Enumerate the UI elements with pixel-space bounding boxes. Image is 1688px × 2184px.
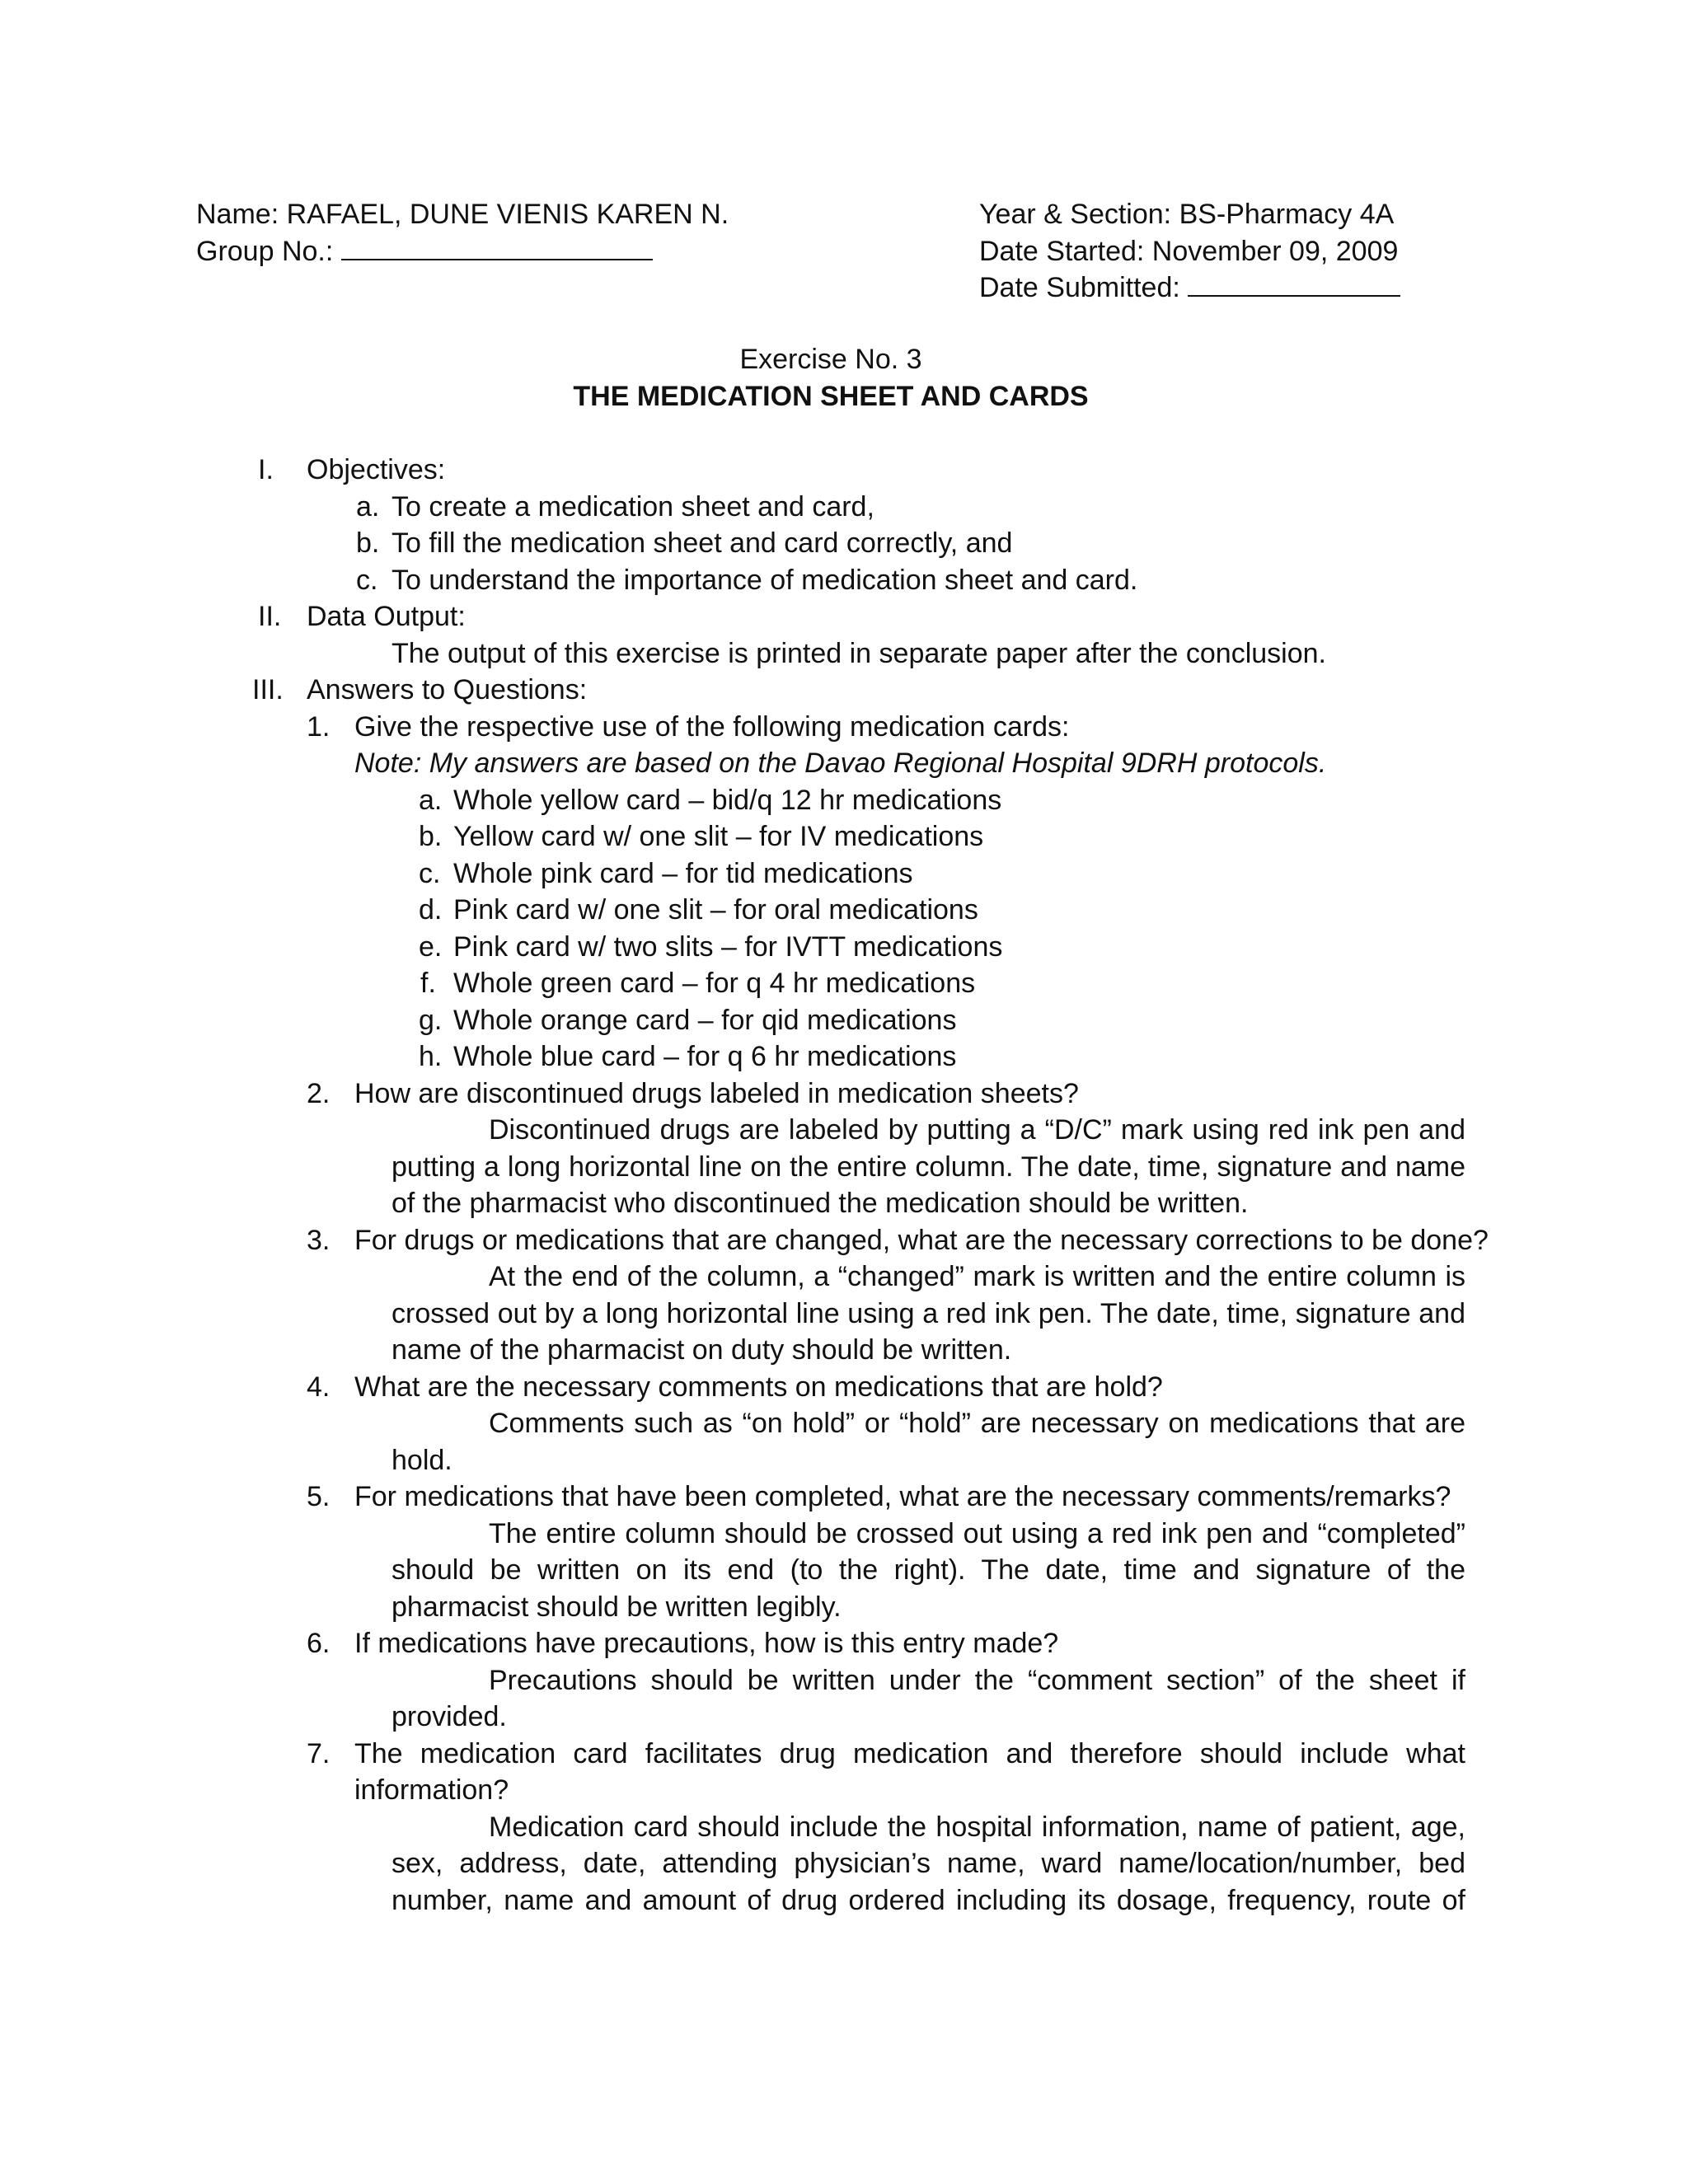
item-letter: h. [419,1041,443,1072]
year-section: Year & Section: BS-Pharmacy 4A [979,199,1395,230]
section-numeral: II. [258,601,282,632]
answer-line [0,1258,1688,1296]
answer-text: provided. [392,1701,507,1732]
item-letter: a. [356,490,380,523]
item-text: Whole blue card – for q 6 hr medications [453,1041,957,1072]
list-item [0,818,1688,855]
answer-line [0,1699,1688,1736]
list-item [0,489,1688,526]
question-text: For drugs or medications that are changed, what are the necessary corrections to be done? [354,1224,1489,1256]
answer-line [0,1332,1688,1369]
question-number: 1. [307,710,331,743]
list-item [0,525,1688,562]
list-item [0,892,1688,929]
answer-line [0,1185,1688,1222]
answer-text: putting a long horizontal line on the entire column. The date, time, signature and name [392,1151,1465,1183]
section-heading [0,598,1688,635]
answer-text: should be written on its end (to the right). The date, time and signature of the [392,1554,1465,1586]
header-left [196,196,938,269]
answer-text: Medication card should include the hospital information, name of patient, age, [489,1811,1465,1843]
item-letter: e. [419,930,443,963]
note-text: Note: My answers are based on the Davao Regional Hospital 9DRH protocols. [354,748,1327,779]
question-number: 7. [307,1737,331,1769]
item-letter: b. [419,821,443,852]
question-text: Give the respective use of the following medication cards: [354,710,1070,743]
list-item [0,1038,1688,1076]
answer-text: The entire column should be crossed out using a red ink pen and “completed” [489,1517,1465,1549]
item-text: To understand the importance of medication sheet and card. [392,564,1138,596]
question-continuation [0,1772,1688,1809]
item-text: Yellow card w/ one slit – for IV medications [453,821,984,852]
answer-line [0,1845,1688,1882]
section-heading [0,452,1688,489]
item-letter: a. [419,784,443,816]
question [0,1076,1688,1113]
question [0,709,1688,746]
title-block [0,341,1662,415]
section-numeral: I. [258,454,274,485]
item-text: To fill the medication sheet and card correctly, and [392,527,1013,559]
question-number: 3. [307,1224,331,1256]
question-text: The medication card facilitates drug medication and therefore should include what [354,1737,1465,1769]
document-body [0,452,1688,1919]
answer-line [0,1589,1688,1626]
answer-text: sex, address, date, attending physician’s name, ward name/location/number, bed [392,1848,1465,1879]
answer-text: Comments such as “on hold” or “hold” are necessary on medications that are [489,1408,1465,1439]
student-name: Name: RAFAEL, DUNE VIENIS KAREN N. [196,199,729,230]
section-label: Answers to Questions: [307,674,588,705]
date-submitted-label: Date Submitted: [979,272,1180,303]
item-text: To create a medication sheet and card, [392,490,874,523]
question-text: For medications that have been completed, what are the necessary comments/remarks? [354,1481,1451,1512]
answer-line [0,1552,1688,1589]
answer-line [0,1405,1688,1442]
answer-line [0,1442,1688,1479]
item-text: Whole yellow card – bid/q 12 hr medications [453,784,1002,816]
question-number: 2. [307,1077,331,1109]
answer-text: of the pharmacist who discontinued the medication should be written. [392,1188,1249,1219]
question-number: 5. [307,1481,331,1512]
list-item [0,855,1688,893]
item-letter: c. [419,857,441,889]
question-number: 4. [307,1371,331,1403]
list-item [0,965,1688,1002]
answer-line [0,1112,1688,1149]
item-letter: g. [419,1004,443,1036]
item-text: Pink card w/ one slit – for oral medications [453,894,978,926]
date-submitted-blank [1188,270,1400,297]
item-letter: f. [420,968,436,999]
header-right [979,196,1606,307]
answer-text: hold. [392,1444,452,1476]
list-item [0,562,1688,599]
answer-text: Discontinued drugs are labeled by putting a “D/C” mark using red ink pen and [489,1114,1465,1146]
list-item [0,782,1688,819]
item-letter: c. [356,564,378,596]
question [0,1479,1688,1516]
item-text: Whole orange card – for qid medications [453,1004,957,1036]
group-number-line [196,233,938,270]
question-text: If medications have precautions, how is this entry made? [354,1628,1059,1659]
item-letter: d. [419,894,443,926]
date-submitted-line [979,269,1606,307]
section-numeral: III. [252,674,284,705]
answer-text: Precautions should be written under the “comment section” of the sheet if [489,1664,1465,1696]
answer-text: pharmacist should be written legibly. [392,1591,842,1623]
section-label: Data Output: [307,601,466,632]
item-text: Whole green card – for q 4 hr medications [453,968,976,999]
answer-text: At the end of the column, a “changed” mark is written and the entire column is [489,1261,1465,1292]
answer-line [0,1296,1688,1333]
question-text: What are the necessary comments on medications that are hold? [354,1371,1163,1403]
section-heading [0,672,1688,709]
note-line [0,745,1688,782]
question [0,1736,1688,1773]
question-number: 6. [307,1628,331,1659]
answer-line [0,1809,1688,1846]
item-letter: b. [356,527,380,559]
document-title: THE MEDICATION SHEET AND CARDS [573,380,1089,412]
paragraph-line [0,635,1688,673]
answer-text: name of the pharmacist on duty should be written. [392,1334,1012,1366]
exercise-number: Exercise No. 3 [739,344,922,375]
question-text: information? [354,1774,509,1806]
date-started: Date Started: November 09, 2009 [979,235,1399,267]
answer-line [0,1882,1688,1919]
list-item [0,929,1688,966]
question [0,1625,1688,1662]
question [0,1369,1688,1406]
group-number-label: Group No.: [196,235,334,267]
answer-line [0,1516,1688,1553]
paragraph-text: The output of this exercise is printed in separate paper after the conclusion. [392,637,1326,669]
question [0,1222,1688,1259]
list-item [0,1002,1688,1039]
answer-line [0,1149,1688,1186]
group-number-blank [341,234,653,260]
item-text: Whole pink card – for tid medications [453,857,913,889]
answer-line [0,1662,1688,1699]
answer-text: crossed out by a long horizontal line using a red ink pen. The date, time, signature and [392,1297,1465,1329]
item-text: Pink card w/ two slits – for IVTT medications [453,930,1003,963]
answer-text: number, name and amount of drug ordered including its dosage, frequency, route of [392,1884,1465,1916]
question-text: How are discontinued drugs labeled in medication sheets? [354,1077,1079,1109]
section-label: Objectives: [307,454,446,485]
